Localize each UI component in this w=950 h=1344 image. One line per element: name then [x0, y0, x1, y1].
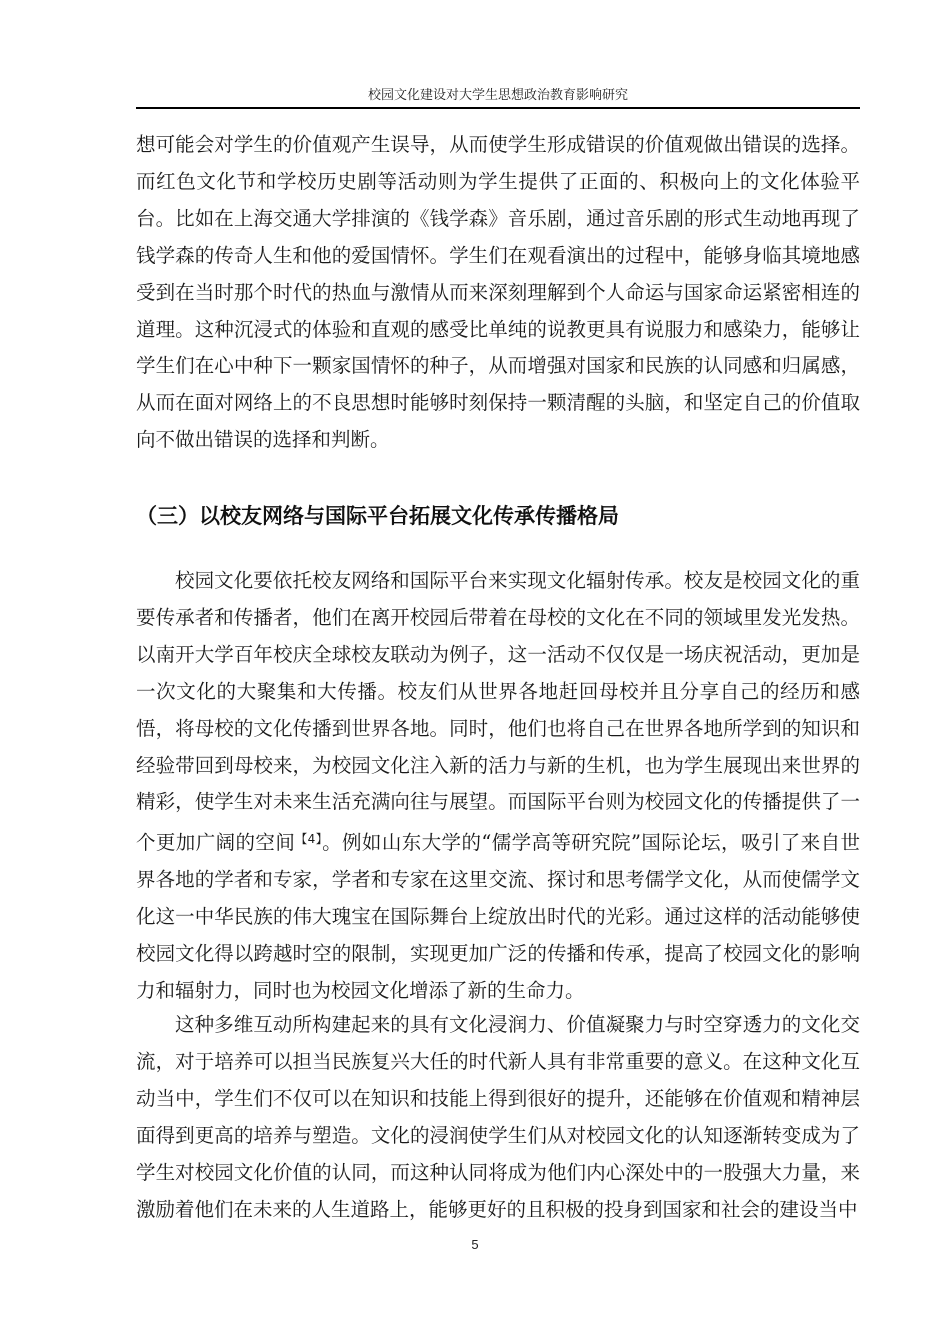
paragraph-text-after-citation: 。例如山东大学的“儒学高等研究院”国际论坛，吸引了来自世界各地的学者和专家，学者和专家在这里交流、探讨和思考儒学文化，从而使儒学文化这一中华民族的伟大瑰宝在国际舞台上绽放出时代的光彩。通过这样的活动能够使校园文化得以跨越时空的限制，实现更加广泛的传播和传承，提高了校园文化的影响力和辐射力，同时也为校园文化增添了新的生命力。 — [136, 831, 860, 1002]
page-number: 5 — [471, 1237, 479, 1252]
paragraph-text-before-citation: 校园文化要依托校友网络和国际平台来实现文化辐射传承。校友是校园文化的重要传承者和传播者，他们在离开校园后带着在母校的文化在不同的领域里发光发热。以南开大学百年校庆全球校友联动为例子，这一活动不仅仅是一场庆祝活动，更加是一次文化的大聚集和大传播。校友们从世界各地赶回母校并且分享自己的经历和感悟，将母校的文化传播到世界各地。同时，他们也将自己在世界各地所学到的知识和经验带回到母校来，为校园文化注入新的活力与新的生机，也为学生展现出来世界的精彩，使学生对未来生活充满向往与展望。而国际平台则为校园文化的传播提供了一个更加广阔的空间 — [136, 569, 860, 855]
body-paragraph-continued: 想可能会对学生的价值观产生误导，从而使学生形成错误的价值观做出错误的选择。而红色文化节和学校历史剧等活动则为学生提供了正面的、积极向上的文化体验平台。比如在上海交通大学排演的《钱学森》音乐剧，通过音乐剧的形式生动地再现了钱学森的传奇人生和他的爱国情怀。学生们在观看演出的过程中，能够身临其境地感受到在当时那个时代的热血与激情从而来深刻理解到个人命运与国家命运紧密相连的道理。这种沉浸式的体验和直观的感受比单纯的说教更具有说服力和感染力，能够让学生们在心中种下一颗家国情怀的种子，从而增强对国家和民族的认同感和归属感，从而在面对网络上的不良思想时能够时刻保持一颗清醒的头脑，和坚定自己的价值取向不做出错误的选择和判断。 — [136, 133, 860, 452]
header-rule — [136, 107, 860, 109]
citation-marker: 【4】 — [295, 832, 323, 847]
body-paragraph-interaction: 这种多维互动所构建起来的具有文化浸润力、价值凝聚力与时空穿透力的文化交流，对于培养可以担当民族复兴大任的时代新人具有非常重要的意义。在这种文化互动当中，学生们不仅可以在知识和技能上得到很好的提升，还能够在价值观和精神层面得到更高的培养与塑造。文化的浸润使学生们从对校园文化的认知逐渐转变成为了学生对校园文化价值的认同，而这种认同将成为他们内心深处中的一股强大力量，来激励着他们在未来的人生道路上，能够更好的且积极的投身到国家和社会的建设当中 — [136, 1013, 860, 1221]
body-paragraph-alumni — [136, 563, 860, 1010]
section-heading: （三）以校友网络与国际平台拓展文化传承传播格局 — [136, 504, 619, 528]
running-header-title: 校园文化建设对大学生思想政治教育影响研究 — [367, 88, 628, 103]
